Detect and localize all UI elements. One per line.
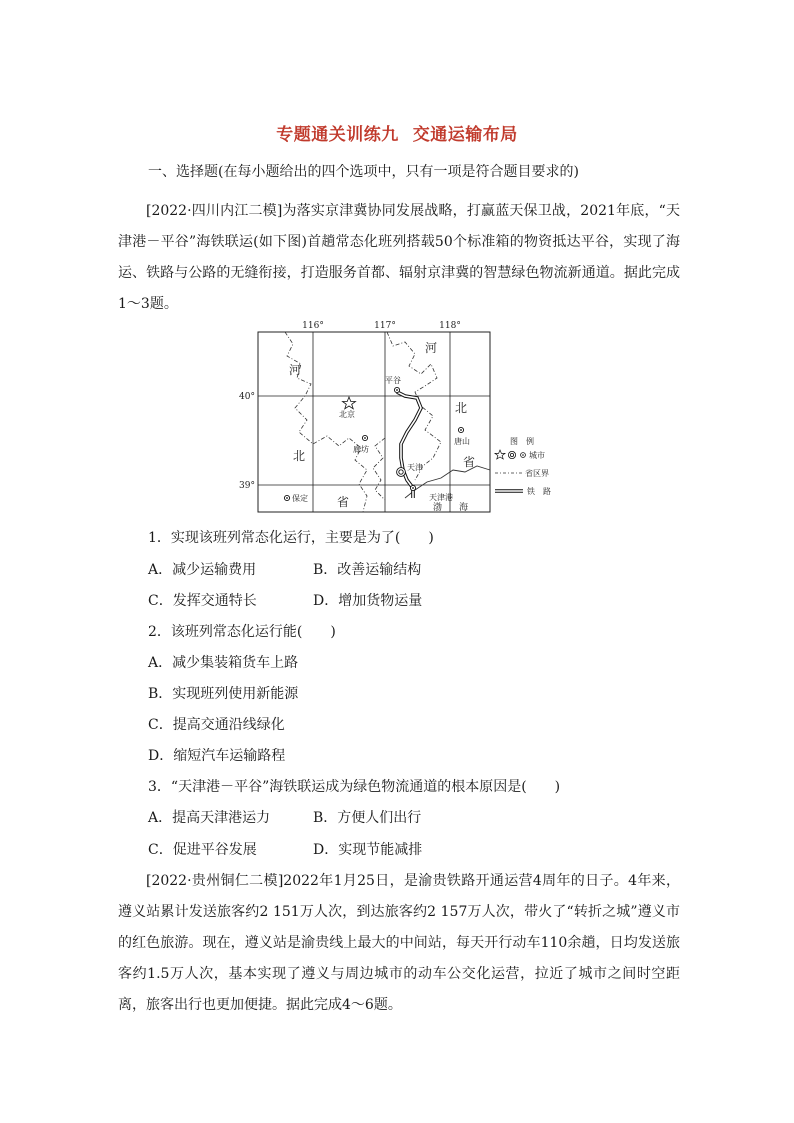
question-3-option-d: D．实现节能减排	[313, 842, 423, 858]
city-label-pinggu: 平谷	[385, 376, 401, 385]
legend-capital-icon	[495, 450, 505, 459]
passage-2	[118, 866, 680, 1021]
question-1-option-d: D．增加货物运量	[313, 593, 423, 609]
question-3-stem: 3．“天津港－平谷”海铁联运成为绿色物流通道的根本原因是( )	[148, 779, 561, 795]
region-bei-east: 北	[455, 401, 468, 415]
question-3-option-c: C．促进平谷发展	[148, 842, 257, 858]
lon-117-label: 117°	[374, 321, 396, 331]
region-he-west: 河	[289, 363, 302, 377]
city-label-langfang: 廊坊	[353, 445, 369, 454]
question-2-stem: 2．该班列常态化运行能( )	[148, 624, 336, 640]
city-label-tianjinport: 天津港	[429, 493, 453, 502]
city-label-tangshan: 唐山	[454, 437, 470, 446]
city-dot-tianjinport	[412, 487, 414, 489]
city-dot-tangshan	[460, 429, 462, 431]
city-label-baoding: 保定	[292, 494, 308, 503]
railway-line-core	[397, 392, 421, 498]
question-2-option-d: D．缩短汽车运输路程	[148, 748, 286, 764]
question-3-option-a: A．提高天津港运力	[148, 810, 271, 826]
question-2-option-c: C．提高交通沿线绿化	[148, 717, 285, 733]
region-hai: 海	[459, 503, 469, 513]
page-title	[0, 120, 794, 145]
legend-railway-label: 铁 路	[527, 487, 551, 496]
legend-municipality-icon	[508, 451, 515, 458]
city-dot-baoding	[286, 497, 288, 499]
region-sheng-west: 省	[337, 495, 350, 509]
capital-star-beijing	[343, 397, 356, 409]
question-1-stem: 1．实现该班列常态化运行，主要是为了( )	[148, 530, 434, 546]
question-3-option-b: B．方便人们出行	[313, 810, 422, 826]
map-figure	[239, 320, 555, 518]
city-marker-tianjin-outer	[397, 468, 406, 477]
city-label-beijing: 北京	[339, 410, 355, 419]
map-svg	[239, 320, 555, 518]
section-heading: 一、选择题(在每小题给出的四个选项中，只有一项是符合题目要求的)	[148, 164, 579, 180]
legend-boundary-label: 省区界	[525, 469, 549, 478]
legend-title: 图 例	[510, 437, 534, 446]
question-2-option-b: B．实现班列使用新能源	[148, 686, 299, 702]
legend-city-icon-dot	[522, 454, 524, 456]
region-sheng-east: 省	[463, 455, 476, 469]
question-1-option-a: A．减少运输费用	[148, 562, 257, 578]
city-label-tianjin: 天津	[407, 463, 423, 472]
legend-city-label: 城市	[529, 451, 545, 460]
region-bohai: 渤	[433, 503, 443, 513]
title-part1: 专题通关训练九	[276, 125, 399, 145]
title-part2: 交通运输布局	[412, 125, 518, 145]
question-1-option-c: C．发挥交通特长	[148, 593, 257, 609]
city-dot-langfang	[364, 437, 366, 439]
question-1-option-b: B．改善运输结构	[313, 562, 422, 578]
passage-2-text: [2022·贵州铜仁二模]2022年1月25日，是渝贵铁路开通运营4周年的日子。4年来，遵义站累计发送旅客约2 151万人次，到达旅客约2 157万人次，带火了“转折之城”遵义市的红色旅游。现在，遵义站是渝贵线上最大的中间站，每天开行动车110余趟，日均发送旅客约1.5万人次，基本实现了遵义与周边城市的动车公交化运营，拉近了城市之间时空距离，旅客出行也更加便捷。据此完成4～6题。	[118, 873, 680, 1013]
passage-1-text: [2022·四川内江二模]为落实京津冀协同发展战略，打赢蓝天保卫战，2021年底，“天津港－平谷”海铁联运(如下图)首趟常态化班列搭载50个标准箱的物资抵达平谷，实现了海运、铁路与公路的无缝衔接，打造服务首都、辐射京津冀的智慧绿色物流新通道。据此完成1～3题。	[118, 203, 680, 312]
region-bei-west: 北	[293, 449, 306, 463]
lat-39-label: 39°	[239, 481, 255, 491]
province-boundary-south	[373, 438, 385, 500]
question-2-option-a: A．减少集装箱货车上路	[148, 655, 299, 671]
region-he-east: 河	[425, 341, 438, 355]
lon-118-label: 118°	[439, 321, 461, 331]
city-dot-pinggu	[396, 389, 398, 391]
passage-1	[118, 196, 680, 320]
lat-40-label: 40°	[239, 392, 255, 402]
lon-116-label: 116°	[302, 321, 324, 331]
